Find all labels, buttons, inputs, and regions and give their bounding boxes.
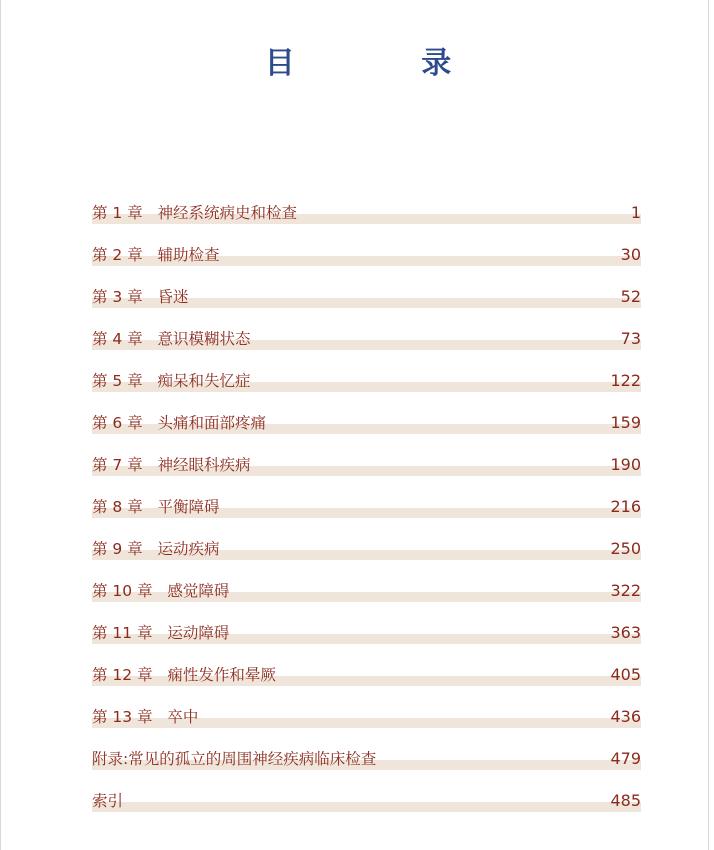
entry-title: 第 10 章 感觉障碍: [92, 582, 230, 600]
table-of-contents: [92, 200, 641, 830]
toc-entry-chapter-1[interactable]: [92, 200, 641, 242]
toc-entry-appendix[interactable]: [92, 746, 641, 788]
toc-entry-chapter-2[interactable]: [92, 242, 641, 284]
entry-title: 第 13 章 卒中: [92, 708, 199, 726]
toc-entry-chapter-8[interactable]: [92, 494, 641, 536]
entry-page-number: 122: [610, 371, 641, 390]
entry-page-number: 479: [610, 749, 641, 768]
entry-title: 第 8 章 平衡障碍: [92, 498, 220, 516]
toc-entry-chapter-12[interactable]: [92, 662, 641, 704]
entry-page-number: 52: [620, 287, 641, 306]
entry-title: 第 12 章 痫性发作和晕厥: [92, 666, 276, 684]
entry-title: 第 4 章 意识模糊状态: [92, 330, 251, 348]
entry-title: 第 2 章 辅助检查: [92, 246, 220, 264]
toc-entry-chapter-5[interactable]: [92, 368, 641, 410]
entry-title: 第 3 章 昏迷: [92, 288, 189, 306]
entry-title: 第 9 章 运动疾病: [92, 540, 220, 558]
entry-page-number: 322: [610, 581, 641, 600]
entry-page-number: 159: [610, 413, 641, 432]
entry-page-number: 485: [610, 791, 641, 810]
entry-page-number: 250: [610, 539, 641, 558]
toc-entry-chapter-13[interactable]: [92, 704, 641, 746]
entry-band: [92, 802, 641, 812]
entry-page-number: 363: [610, 623, 641, 642]
toc-entry-chapter-3[interactable]: [92, 284, 641, 326]
toc-entry-chapter-6[interactable]: [92, 410, 641, 452]
entry-title: 第 5 章 痴呆和失忆症: [92, 372, 251, 390]
entry-page-number: 216: [610, 497, 641, 516]
page-title: 目 录: [264, 46, 510, 81]
entry-title: 第 1 章 神经系统病史和检查: [92, 204, 297, 222]
toc-entry-chapter-10[interactable]: [92, 578, 641, 620]
entry-page-number: 405: [610, 665, 641, 684]
entry-page-number: 1: [630, 203, 641, 222]
toc-entry-chapter-4[interactable]: [92, 326, 641, 368]
entry-page-number: 73: [620, 329, 641, 348]
entry-title: 附录:常见的孤立的周围神经疾病临床检查: [92, 750, 377, 768]
entry-title: 第 11 章 运动障碍: [92, 624, 230, 642]
entry-page-number: 30: [620, 245, 641, 264]
entry-title: 第 7 章 神经眼科疾病: [92, 456, 251, 474]
toc-entry-chapter-7[interactable]: [92, 452, 641, 494]
entry-title: 索引: [92, 792, 124, 810]
entry-page-number: 436: [610, 707, 641, 726]
toc-entry-index[interactable]: [92, 788, 641, 830]
entry-title: 第 6 章 头痛和面部疼痛: [92, 414, 266, 432]
toc-entry-chapter-11[interactable]: [92, 620, 641, 662]
toc-entry-chapter-9[interactable]: [92, 536, 641, 578]
entry-page-number: 190: [610, 455, 641, 474]
